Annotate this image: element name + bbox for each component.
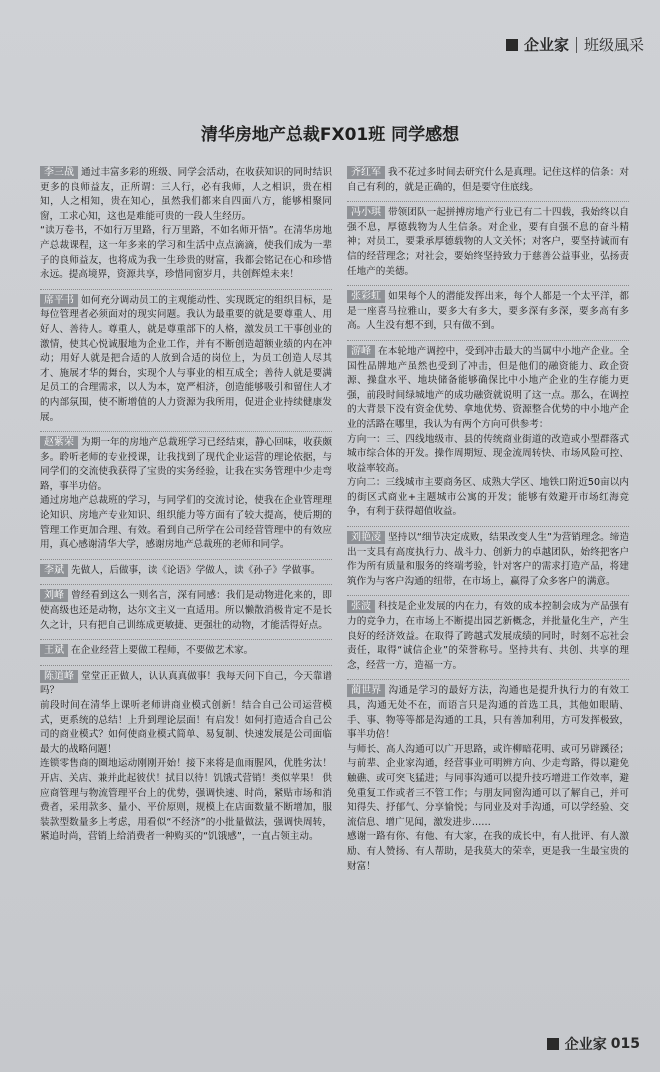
testimonial-paragraph [40,589,332,633]
testimonial-paragraph [40,564,332,579]
testimonial-paragraph [40,294,332,425]
author-name-tag: 蔺世界 [347,684,385,697]
testimonial-text: 在企业经营上要做工程师，不要做艺术家。 [71,645,254,657]
testimonial-text: 曾经看到这么一则名言，深有同感：我们是动物进化来的，即使高级也还是动物，达尔文主义一直适用。所以懒散消极肯定不是长久之计，只有把自己训练成更敏捷、更强壮的动物，才能活得好点。 [40,590,332,631]
testimonial-entry [347,679,629,880]
testimonial-entry [40,559,332,585]
testimonial-entry [347,526,629,595]
author-name-tag: 张彩虹 [347,290,385,303]
author-name-tag: 赵紫荣 [40,436,78,449]
testimonial-paragraph [347,743,629,831]
testimonial-paragraph [40,757,332,845]
author-name-tag: 齐红军 [347,166,385,179]
testimonial-paragraph [347,290,629,334]
testimonial-text: “读万卷书，不如行万里路，行万里路，不如名师开悟”。在清华房地产总裁课程，这一年多来的学习和生活中点点滴滴，使我们成为一辈子的良师益友，也将成为我一生珍贵的财富，我都会铭记在心和珍惜永远。提高境界，资源共享，珍惜同窗岁月，共创辉煌未来！ [40,225,332,281]
testimonial-text: 通过房地产总裁班的学习，与同学们的交流讨论，使我在企业管理理论知识、房地产专业知识、组织能力等方面有了较大提高，使后期的管理工作更加合理、有效。看到自己所学在公司经营管理中的有效应用，真心感谢清华大学，感谢房地产总裁班的老师和同学。 [40,495,332,551]
author-name-tag: 席平书 [40,294,78,307]
testimonial-text: 先做人，后做事，读《论语》学做人，读《孙子》学做事。 [71,564,321,576]
testimonial-paragraph [40,494,332,552]
author-name-tag: 李斌 [40,564,68,577]
testimonial-entry [40,665,332,851]
testimonial-text: 科技是企业发展的内在力，有效的成本控制会成为产品强有力的竞争力，在市场上不断提出园艺新概念，并批量化生产，产生良好的经济效益。在取得了跨越式发展成绩的同时，时刻不忘社会责任，取得“诚信企业”的荣誉称号。坚持共有、共创、共享的理念，经营一方，造福一方。 [347,601,629,671]
author-name-tag: 刘艳凌 [347,531,385,544]
testimonial-paragraph [40,166,332,224]
testimonial-entry [347,595,629,679]
brand-name: 企业家 [523,36,569,54]
left-column [40,162,332,851]
testimonial-text: 如何充分调动员工的主观能动性、实现既定的组织目标，是每位管理者必须面对的现实问题。我认为最重要的就是要尊重人、用好人、善待人。尊重人，就是尊重部下的人格，激发员工干事创业的激情，使其心悦诚服地为企业工作，并有不断创造超额业绩的内在冲动；用好人就是把合适的人放到合适的岗位上，为员工创造人尽其才、施展才华的舞台，实现个人与事业的相互成全；善待人就是要满足员工的合理需求，以人为本，宽严相济，创造能够吸引和留住人才的内部氛围，使不断增值的人力资源为我所用，促进企业持续健康发展。 [40,294,332,423]
testimonial-text: 方向一：三、四线地级市、县的传统商业街道的改造或小型群落式城市综合体的开发。操作周期短、现金流周转快、市场风险可控、收益率较高。 [347,433,629,474]
testimonial-paragraph [40,644,332,659]
page-number: 015 [610,1036,640,1052]
article-title: 清华房地产总裁FX01班 同学感想 [200,125,460,145]
testimonial-text: 我不花过多时间去研究什么是真理。记住这样的信条：对自己有利的，就是正确的，但是要守住底线。 [347,167,629,193]
testimonial-text: 沟通是学习的最好方法，沟通也是提升执行力的有效工具，沟通无处不在，而语言只是沟通的首选工具，其他如眼睛、手、事、物等等都是沟通的工具，只有善加利用，方可发挥极致，事半功倍！ [347,685,629,741]
testimonial-text: 感谢一路有你、有他、有大家，在我的成长中，有人批评、有人激励、有人赞扬、有人帮助，是我莫大的荣幸，更是我一生最宝贵的财富！ [347,831,629,872]
header-brand [506,34,644,55]
testimonial-text: 与师长、高人沟通可以广开思路，或许柳暗花明、或可另辟蹊径；与前辈、企业家沟通，经营事业可明辨方向、少走弯路，得以避免触礁、或可突飞猛进；与同事沟通可以提升技巧增进工作效率，避免重复工作或者三不管工作；与朋友同窗沟通可以了解自己，并可知得失、抒郁气、分享愉悦；与同业及对手沟通，可以学经验、交流信息、增广见闻，激发进步…… [347,743,629,828]
testimonial-text: 为期一年的房地产总裁班学习已经结束，静心回味，收获颇多。聆听老师的专业授课，让我找到了现代企业运营的理论依据，与同学们的交流使我获得了宝贵的实务经验，让我在实务管理中少走弯路，事半功倍。 [40,437,332,492]
testimonial-paragraph [347,433,629,477]
testimonial-entry [347,340,629,526]
footer-logo-icon [547,1038,559,1050]
author-name-tag: 陈道峰 [40,670,78,683]
testimonial-paragraph [347,684,629,742]
testimonial-text: 坚持以“细节决定成败，结果改变人生”为营销理念。缔造出一支具有高度执行力、战斗力、创新力的卓越团队，始终把客户作为所有质量和服务的终端考验，针对客户的需求打造产品，将建筑作为与客户沟通的纽带，在市场上，赢得了众多客户的满意。 [347,532,629,587]
testimonial-entry [40,639,332,665]
footer-brand: 企业家 [564,1037,607,1053]
testimonial-text: 带领团队一起拼搏房地产行业已有二十四载，我始终以自强不息，厚德载物为人生信条。对企业，要有自强不息的奋斗精神；对员工，要秉承厚德载物的人文关怀；对客户，要坚持诚而有信的经营理念；对社会，要始终坚持致力于慈善公益事业，弘扬责任地产的美德。 [347,207,629,277]
right-column [347,162,629,880]
testimonial-text: 如果每个人的潜能发挥出来，每个人都是一个太平洋，都是一座喜马拉雅山，要多大有多大，要多深有多深，要多高有多高。人生没有想不到，只有做不到。 [347,291,629,332]
testimonial-paragraph [347,600,629,673]
testimonial-entry [347,201,629,285]
testimonial-paragraph [40,224,332,282]
brand-logo-icon [506,39,518,51]
author-name-tag: 游峰 [347,345,375,358]
testimonial-paragraph [347,476,629,520]
testimonial-entry [40,162,332,289]
author-name-tag: 冯小琪 [347,206,385,219]
testimonial-paragraph [347,531,629,589]
testimonial-paragraph [347,166,629,195]
header-divider [576,37,577,53]
testimonial-paragraph [347,830,629,874]
author-name-tag: 张波 [347,600,375,613]
testimonial-paragraph [40,436,332,494]
testimonial-paragraph [347,206,629,279]
author-name-tag: 刘峰 [40,589,68,602]
testimonial-text: 通过丰富多彩的班级、同学会活动，在收获知识的同时结识更多的良师益友，正所谓：三人行，必有我师，人之相识，贵在相知，人之相知，贵在知心，虽然我们都来自四面八方，能够相聚同窗，工求心知，这也是难能可贵的一段人生经历。 [40,167,332,222]
testimonial-entry [347,162,629,201]
testimonial-paragraph [40,670,332,699]
testimonial-text: 前段时间在清华上课听老师讲商业模式创新！结合自己公司运营模式，更系统的总结！上升到理论层面！有启发！如何打造适合自己公司的商业模式？如何使商业模式简单、易复制、快速发展是公司面临最大的战略问题！ [40,700,332,755]
page-footer [547,1034,640,1054]
testimonial-text: 在本轮地产调控中，受到冲击最大的当属中小地产企业。全国性品牌地产虽然也受到了冲击，但是他们的融资能力、政企资源、操盘水平、地块储备能够确保比中小地产企业的生存能力更强，前段时间绿城地产的成功融资就说明了这一点。那么，在调控的大背景下没有资金优势、拿地优势、资源整合优势的中小地产企业的活路在哪里，我认为有两个方向可供参考： [347,345,629,430]
testimonial-text: 堂堂正正做人，认认真真做事！我每天问下自己，今天靠谱吗？ [40,670,332,697]
testimonial-entry [40,431,332,559]
testimonial-entry [40,584,332,639]
testimonial-text: 方向二：三线城市主要商务区、成熟大学区、地铁口附近50亩以内的街区式商业+主题城市公寓的开发；能够有效避开市场红海竞争，有利于获得超值收益。 [347,477,629,518]
testimonial-entry [347,285,629,340]
testimonial-paragraph [347,345,629,433]
author-name-tag: 李三战 [40,166,78,179]
section-name: 班级風采 [583,36,644,54]
testimonial-paragraph [40,699,332,757]
testimonial-text: 连锁零售商的圈地运动刚刚开始！接下来将是血雨腥风，优胜劣汰！开店、关店、兼并此起彼伏！拭目以待！饥饿式营销！类似苹果！ 供应商管理与物流管理平台上的优势，强调快速、时尚，紧贴市场和消费者，采用款多、量小、平价原则，规模上在店面数量不断增加，服装款型数量多上考虑，用看似“不经济”的小批量做法，强调快周转，紧追时尚，营销上给消费者一种购买的“饥饿感”，一直占领主动。 [40,758,332,843]
testimonial-entry [40,289,332,431]
author-name-tag: 王斌 [40,644,68,657]
